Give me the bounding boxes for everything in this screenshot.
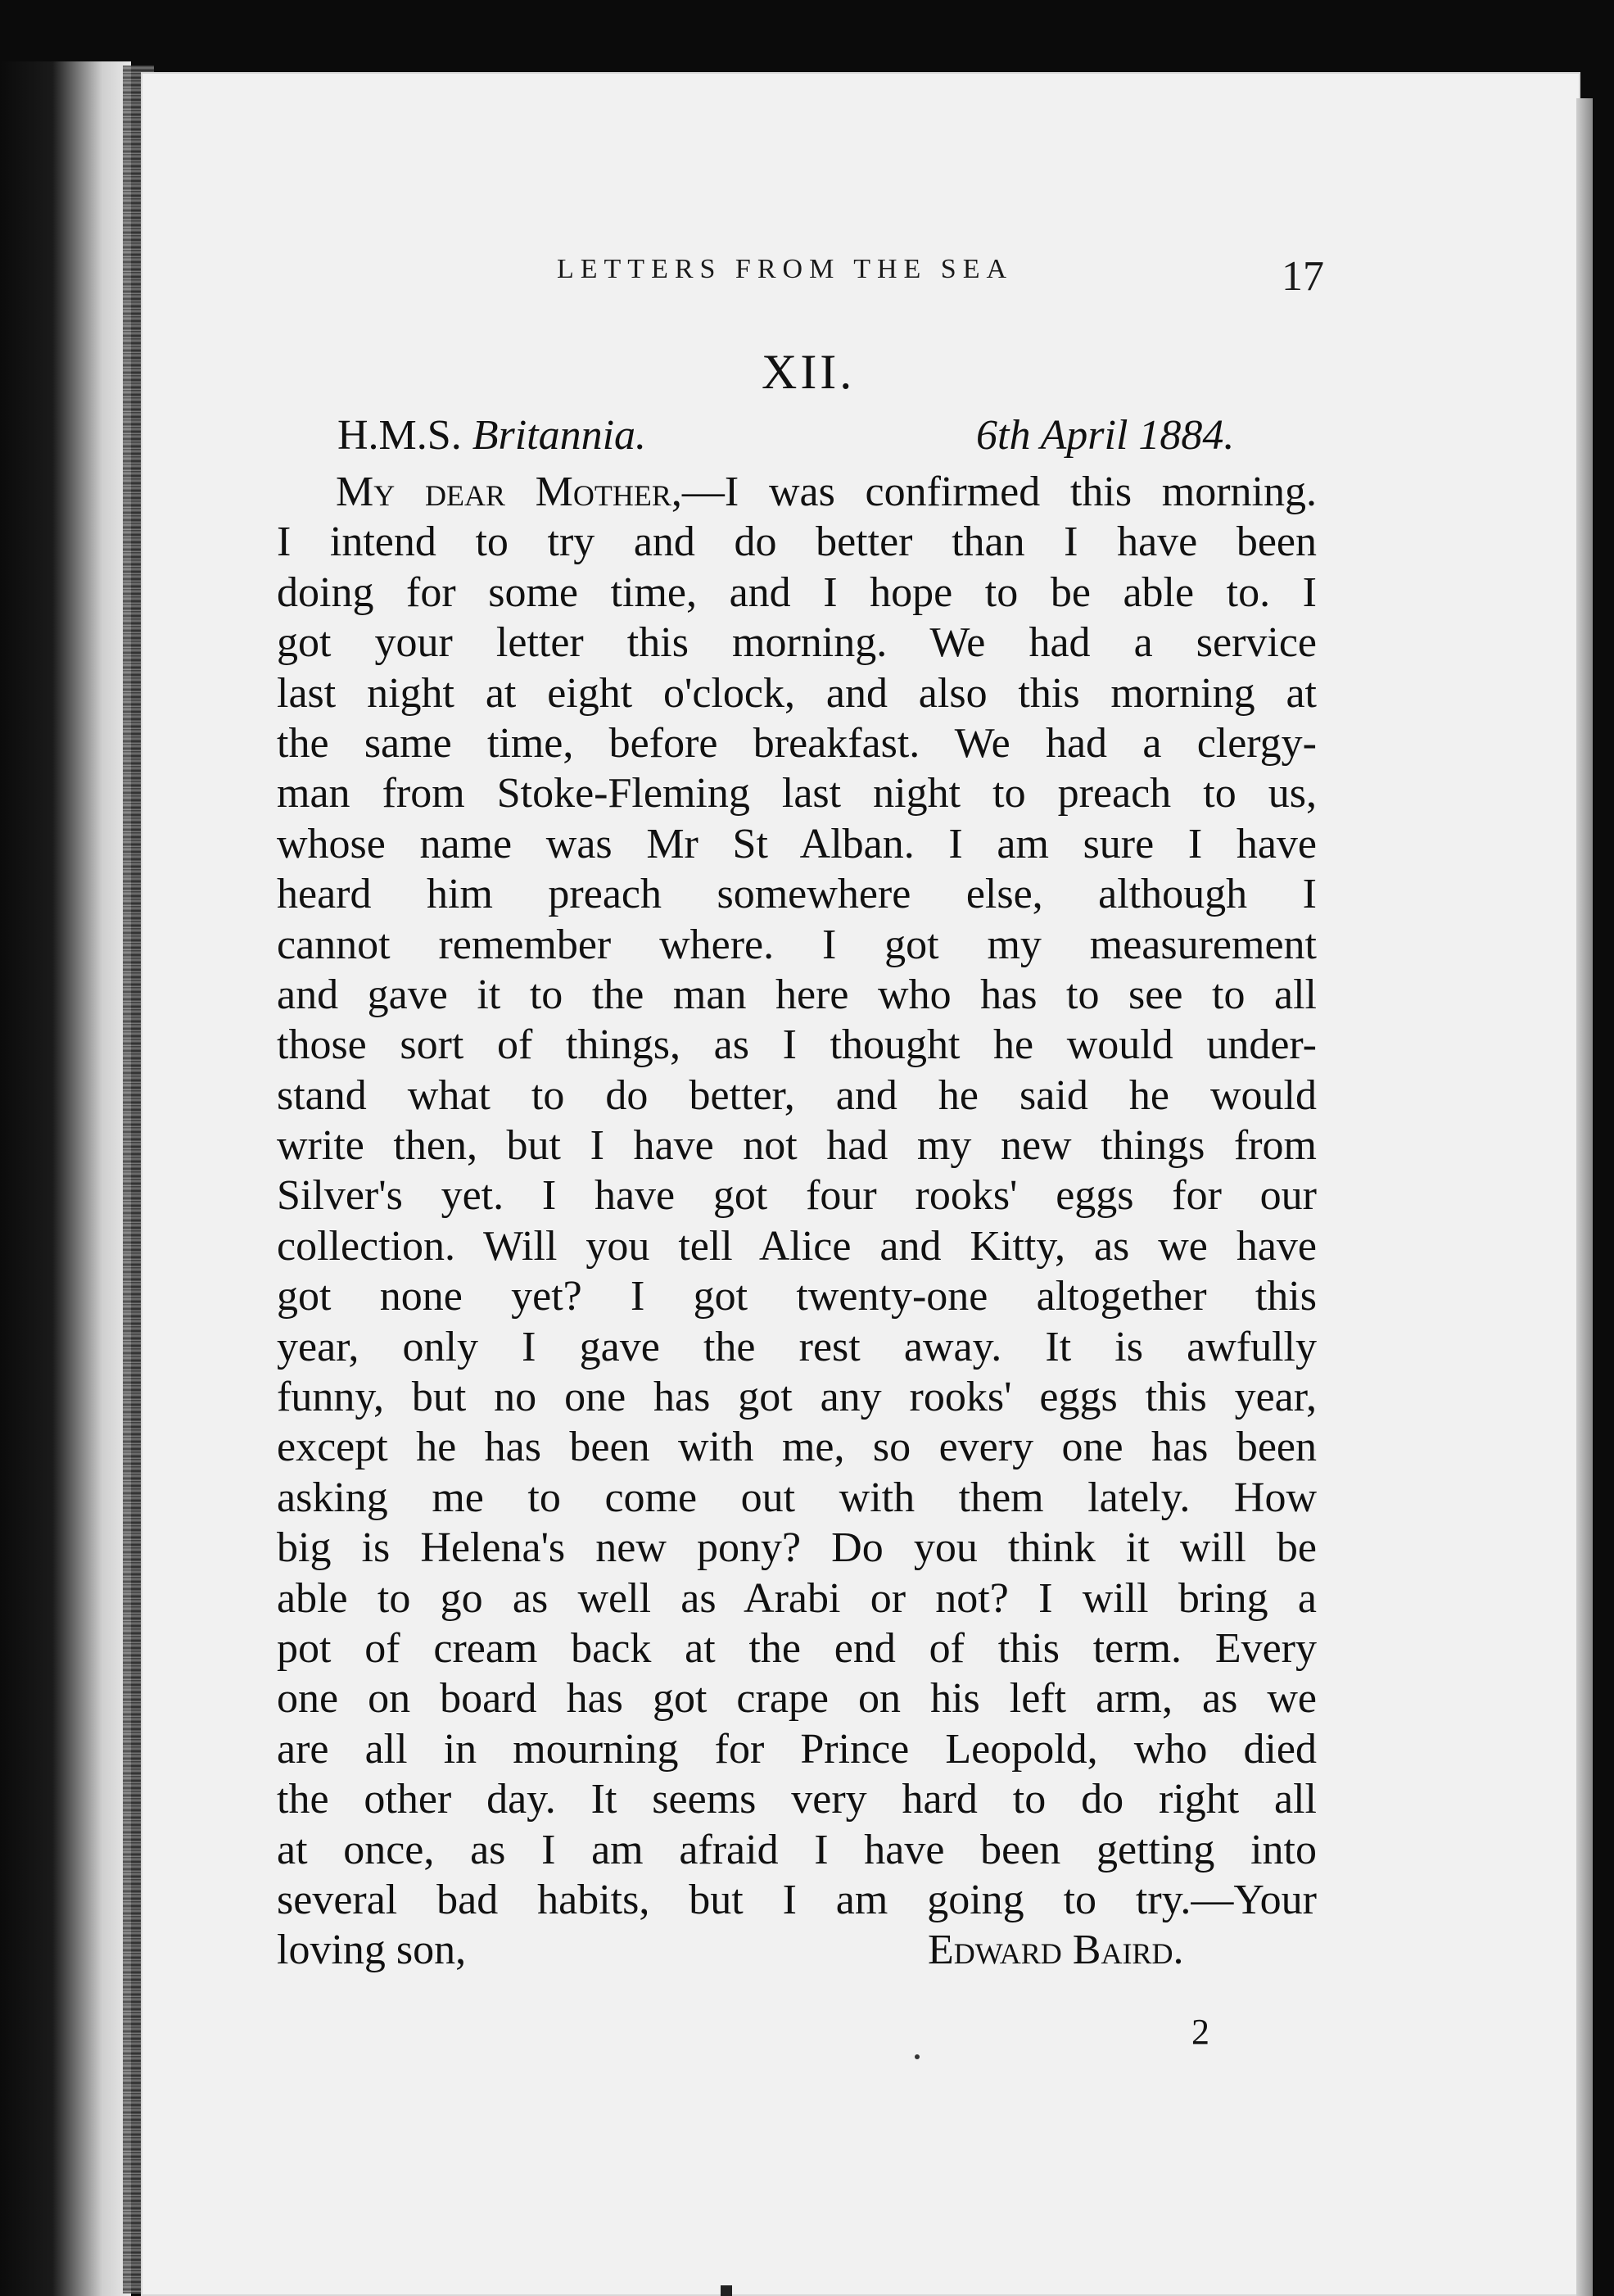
letter-place (337, 411, 646, 460)
body-line: able to go as well as Arabi or not? I will bring a (277, 1574, 1317, 1622)
body-line: got none yet? I got twenty-one altogether this (277, 1273, 1317, 1320)
left-page-edge (0, 61, 131, 2296)
body-line: at once, as I am afraid I have been getting into (277, 1826, 1317, 1873)
ink-speck (915, 2054, 920, 2059)
body-line: Silver's yet. I have got four rooks' eggs for our (277, 1172, 1317, 1220)
signature-mark: 2 (1191, 2012, 1209, 2052)
page-right-edge (1576, 98, 1593, 2296)
signature-line (277, 1925, 1317, 1975)
first-line: My dear Mother,—I was confirmed this morning. (336, 469, 1317, 515)
salutation: My dear Mother, (336, 469, 682, 515)
body-line: year, only I gave the rest away. It is awfully (277, 1323, 1317, 1370)
body-line: whose name was Mr St Alban. I am sure I have (277, 820, 1317, 867)
body-line: cannot remember where. I got my measurement (277, 921, 1317, 968)
body-line: pot of cream back at the end of this term. Every (277, 1624, 1317, 1672)
letter-date: 6th April 1884. (976, 412, 1235, 459)
letter-number: XII. (762, 345, 856, 399)
signature: Edward Baird. (928, 1927, 1184, 1974)
body-line: doing for some time, and I hope to be able to. I (277, 568, 1317, 616)
body-line: those sort of things, as I thought he would under- (277, 1021, 1317, 1069)
first-line-text: I was confirmed this morning. (724, 469, 1317, 515)
body-line: except he has been with me, so every one has been (277, 1424, 1317, 1471)
body-line: write then, but I have not had my new things from (277, 1122, 1317, 1170)
letter-body (277, 467, 1317, 1976)
body-line: the other day. It seems very hard to do right all (277, 1776, 1317, 1823)
body-line: are all in mourning for Prince Leopold, who died (277, 1725, 1317, 1773)
page-number: 17 (1282, 253, 1324, 300)
closing: loving son, (277, 1927, 467, 1974)
body-line: big is Helena's new pony? Do you think it will be (277, 1524, 1317, 1572)
body-line: collection. Will you tell Alice and Kitty, as we have (277, 1222, 1317, 1270)
body-line: stand what to do better, and he said he would (277, 1071, 1317, 1119)
body-line: funny, but no one has got any rooks' eggs this year, (277, 1374, 1317, 1421)
running-head: LETTERS FROM THE SEA (557, 254, 1014, 284)
ship-name: Britannia. (472, 412, 647, 459)
body-line: and gave it to the man here who has to see to all (277, 971, 1317, 1018)
scan-artifact (721, 2285, 732, 2296)
body-line: I intend to try and do better than I have been (277, 519, 1317, 566)
body-line: got your letter this morning. We had a service (277, 619, 1317, 667)
body-line: last night at eight o'clock, and also this morning at (277, 669, 1317, 717)
body-line: heard him preach somewhere else, although I (277, 871, 1317, 918)
body-line: several bad habits, but I am going to try.—Your (277, 1876, 1317, 1923)
body-line: the same time, before breakfast. We had a clergy- (277, 719, 1317, 767)
body-line: asking me to come out with them lately. How (277, 1474, 1317, 1521)
body-line: man from Stoke-Fleming last night to preach to us, (277, 770, 1317, 817)
place-prefix: H.M.S. (337, 412, 462, 459)
body-line: one on board has got crape on his left arm, as we (277, 1675, 1317, 1723)
